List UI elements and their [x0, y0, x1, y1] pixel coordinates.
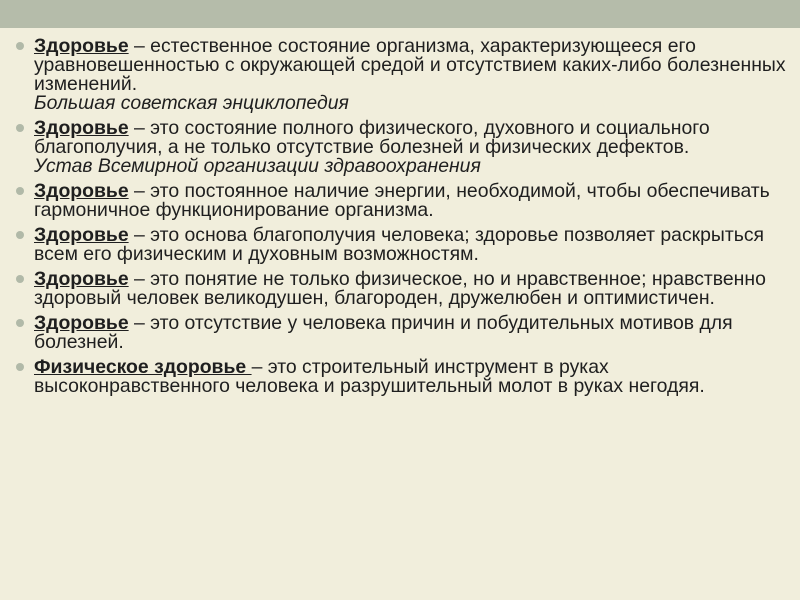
definition-item	[10, 182, 790, 220]
definition-term: Здоровье	[34, 312, 129, 334]
bullet-icon	[16, 42, 24, 50]
definition-text: – это состояние полного физического, духовного и социального благополучия, а не только отсутствие болезней и физических дефектов.	[34, 117, 710, 158]
bullet-icon	[16, 124, 24, 132]
definition-source: Устав Всемирной организации здравоохранения	[34, 155, 481, 177]
definition-term: Здоровье	[34, 180, 129, 202]
definitions-list	[10, 37, 790, 402]
bullet-icon	[16, 363, 24, 371]
definition-item	[10, 270, 790, 308]
definition-text: – это постоянное наличие энергии, необходимой, чтобы обеспечивать гармоничное функционирование организма.	[34, 180, 770, 221]
top-banner	[0, 0, 800, 28]
definition-item	[10, 314, 790, 352]
bullet-icon	[16, 319, 24, 327]
definition-text: – это отсутствие у человека причин и побудительных мотивов для болезней.	[34, 312, 733, 353]
definition-source: Большая советская энциклопедия	[34, 92, 349, 114]
bullet-icon	[16, 231, 24, 239]
definition-term: Здоровье	[34, 35, 129, 57]
definition-text: – это понятие не только физическое, но и нравственное; нравственно здоровый человек великодушен, благороден, дружелюбен и оптимистичен.	[34, 268, 766, 309]
bullet-icon	[16, 275, 24, 283]
definition-text: – это строительный инструмент в руках высоконравственного человека и разрушительный молот в руках негодяя.	[34, 356, 705, 397]
bullet-icon	[16, 187, 24, 195]
definition-term: Здоровье	[34, 117, 129, 139]
definition-item	[10, 37, 790, 113]
definition-item	[10, 119, 790, 176]
definition-text: – это основа благополучия человека; здоровье позволяет раскрыться всем его физическим и духовным возможностям.	[34, 224, 765, 265]
definition-term: Физическое здоровье	[34, 356, 252, 378]
definition-item	[10, 226, 790, 264]
definition-term: Здоровье	[34, 224, 129, 246]
definition-text: – естественное состояние организма, характеризующееся его уравновешенностью с окружающей средой и отсутствием каких-либо болезненных изменений.	[34, 35, 786, 95]
definition-item	[10, 358, 790, 396]
definition-term: Здоровье	[34, 268, 129, 290]
